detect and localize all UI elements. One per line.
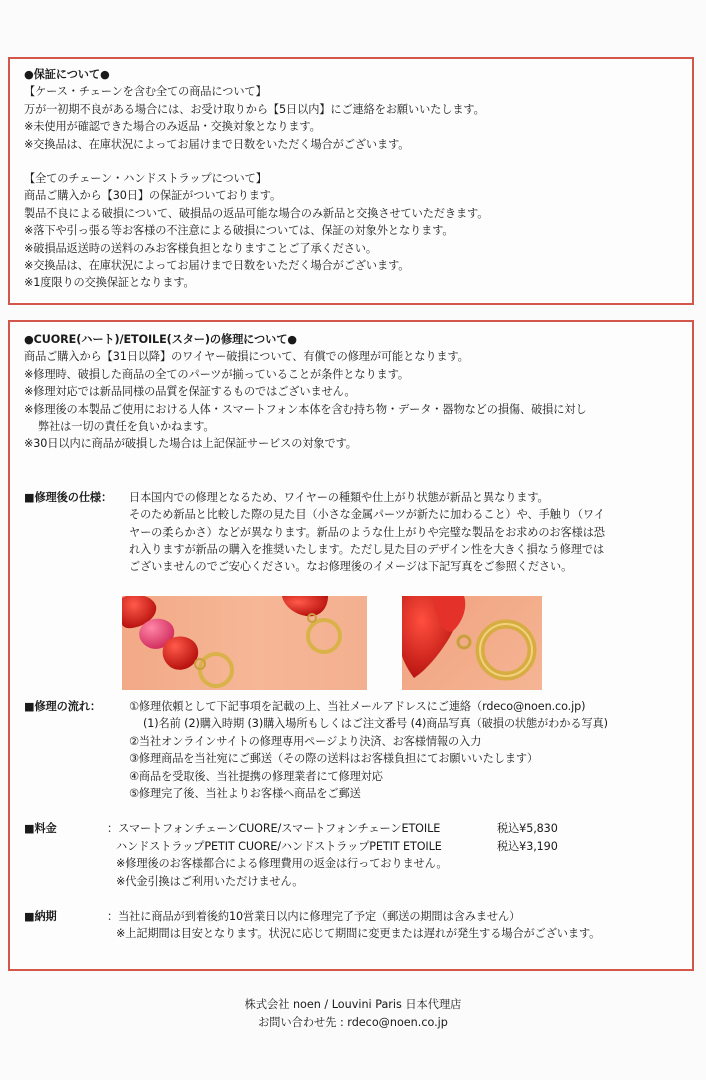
fee-item-name: ハンドストラップPETIT CUORE/ハンドストラップPETIT ETOILE [116,839,442,853]
fee-item [107,820,680,837]
chain-line: ※破損品返送時の送料のみお客様負担となりますことご了承ください。 [24,241,377,255]
repair-intro-line: 弊社は一切の責任を負いかねます。 [38,420,215,434]
flow-line: ④商品を受取後、当社提携の修理業者にて修理対応 [129,769,383,783]
flow-line: ⑤修理完了後、当社よりお客様へ商品をご郵送 [129,786,361,800]
spec-label: ■修理後の仕様： [24,490,113,504]
spec-line: そのため新品と比較した際の見た目（小さな金属パーツが新たに加わること）や、手触り（ワイ [129,508,605,522]
repair-flow [24,698,680,802]
repair-title: ●CUORE(ハート)/ETOILE(スター)の修理について● [24,333,297,346]
repair-fee [24,820,680,890]
warranty-section [8,57,694,305]
fee-item-name: ：スマートフォンチェーンCUORE/スマートフォンチェーンETOILE [107,822,441,836]
fee-note: ※代金引換はご利用いただけません。 [116,874,304,888]
flow-line: ①修理依頼として下記事項を記載の上、当社メールアドレスにご連絡（rdeco@noen.co.jp) [129,699,586,713]
fee-item-price: 税込¥3,190 [497,839,558,853]
repair-intro-line: 商品ご購入から【31日以降】のワイヤー破損について、有償での修理が可能となります。 [24,350,469,364]
spec-line: れ入りますが新品の購入を推奨いたします。ただし見た目のデザイン性を大きく損なう修理では [129,543,605,557]
period-line: ：当社に商品が到着後約10営業日以内に修理完了予定（郵送の期間は含みません） [107,909,521,923]
chain-line: 製品不良による破損について、破損品の返品可能な場合のみ新品と交換させていただきます。 [24,206,489,220]
flow-line: ②当社オンラインサイトの修理専用ページより決済、お客様情報の入力 [129,734,482,748]
repair-spec [24,489,680,576]
flow-label: ■修理の流れ： [24,699,101,713]
fee-label: ■料金 [24,822,57,836]
spec-line: ございませんのでご安心ください。なお修理後のイメージは下記写真をご参照ください。 [129,560,573,574]
chain-line: 商品ご購入から【30日】の保証がついております。 [24,189,282,203]
flow-line: (1)名前 (2)購入時期 (3)購入場所もしくはご注文番号 (4)商品写真（破損の状態がわかる写真) [143,717,608,731]
fee-note: ※修理後のお客様都合による修理費用の返金は行っておりません。 [116,857,448,871]
flow-line: ③修理商品を当社宛にご郵送（その際の送料はお客様負担にてお願いいたします） [129,752,539,766]
case-heading: 【ケース・チェーンを含む全ての商品について】 [24,85,267,99]
period-line: ※上記期間は目安となります。状況に応じて期間に変更または遅れが発生する場合がございます。 [116,927,601,941]
chain-line: ※交換品は、在庫状況によってお届けまで日数をいただく場合がございます。 [24,259,410,273]
repair-section [8,320,694,971]
repair-intro-line: ※30日以内に商品が破損した場合は上記保証サービスの対象です。 [24,437,357,451]
warranty-title: ●保証について● [24,68,110,81]
repair-intro-line: ※修理後の本製品ご使用における人体・スマートフォン本体を含む持ち物・データ・器物などの損傷、破損に対し [24,402,587,416]
fee-item [107,838,680,855]
case-line: ※未使用が確認できた場合のみ返品・交換対象となります。 [24,120,321,134]
fee-item-price: 税込¥5,830 [497,822,558,836]
case-line: 万が一初期不良がある場合には、お受け取りから【5日以内】にご連絡をお願いいたします。 [24,102,485,116]
period-label: ■納期 [24,909,57,923]
repair-period [24,908,680,943]
footer-company: 株式会社 noen / Louvini Paris 日本代理店 [244,998,462,1011]
footer-contact: お問い合わせ先 : rdeco@noen.co.jp [258,1016,448,1029]
repaired-strap-photo [122,596,367,690]
repair-closeup-photo [402,596,542,690]
chain-line: ※1度限りの交換保証となります。 [24,276,195,290]
chain-heading: 【全てのチェーン・ハンドストラップについて】 [24,172,267,186]
repair-intro-line: ※修理対応では新品同様の品質を保証するものではございません。 [24,385,356,399]
chain-line: ※落下や引っ張る等お客様の不注意による破損については、保証の対象外となります。 [24,224,454,238]
repair-intro-line: ※修理時、破損した商品の全てのパーツが揃っていることが条件となります。 [24,367,409,381]
spec-line: ヤーの柔らかさ）などが異なります。新品のような仕上がりや完璧な製品をお求めのお客様は恐 [129,525,605,539]
spec-line: 日本国内での修理となるため、ワイヤーの種類や仕上がり状態が新品と異なります。 [129,490,549,504]
case-line: ※交換品は、在庫状況によってお届けまで日数をいただく場合がございます。 [24,137,410,151]
